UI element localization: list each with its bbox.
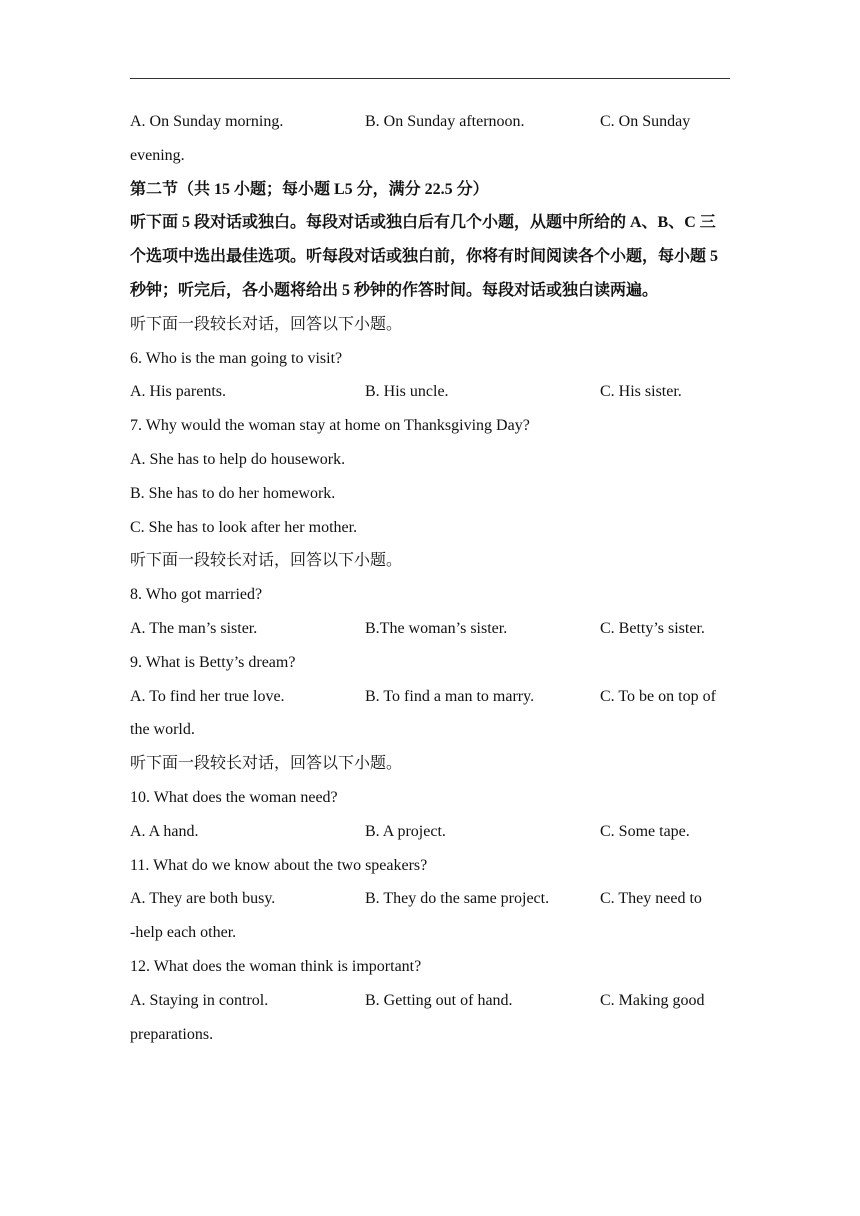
option-c: C. Some tape. xyxy=(600,822,690,840)
dialog-intro: 听下面一段较长对话，回答以下小题。 xyxy=(130,755,403,773)
option-a: A. The man’s sister. xyxy=(130,619,258,637)
dialog-intro: 听下面一段较长对话，回答以下小题。 xyxy=(130,552,403,570)
section-title: 第二节（共 15 小题；每小题 L5 分，满分 22.5 分） xyxy=(130,180,489,198)
page-content xyxy=(130,105,730,1051)
q12-options xyxy=(130,984,730,1018)
header-rule xyxy=(130,78,730,79)
option-b: B. Getting out of hand. xyxy=(365,991,513,1009)
question-7: 7. Why would the woman stay at home on Thanksgiving Day? xyxy=(130,417,530,435)
q8-options xyxy=(130,612,730,646)
option-a: A. On Sunday morning. xyxy=(130,113,284,130)
option-a: A. She has to help do housework. xyxy=(130,450,346,468)
option-b: B. His uncle. xyxy=(365,383,449,401)
q9-options xyxy=(130,680,730,714)
q11-options xyxy=(130,882,730,916)
q5-options xyxy=(130,105,730,139)
option-c-continuation: the world. xyxy=(130,721,195,739)
question-12: 12. What does the woman think is important? xyxy=(130,957,422,975)
option-a: A. Staying in control. xyxy=(130,991,269,1009)
q10-options xyxy=(130,815,730,849)
option-c-continuation: -help each other. xyxy=(130,924,237,942)
question-10: 10. What does the woman need? xyxy=(130,788,338,806)
question-8: 8. Who got married? xyxy=(130,586,263,604)
option-c: C. Betty’s sister. xyxy=(600,619,705,637)
option-c: C. She has to look after her mother. xyxy=(130,518,358,536)
dialog-intro: 听下面一段较长对话，回答以下小题。 xyxy=(130,315,403,333)
question-6: 6. Who is the man going to visit? xyxy=(130,349,343,367)
question-11: 11. What do we know about the two speakers? xyxy=(130,856,428,874)
option-b: B. On Sunday afternoon. xyxy=(365,113,525,130)
option-c: C. His sister. xyxy=(600,383,682,401)
option-a: A. They are both busy. xyxy=(130,890,276,908)
option-b: B. To find a man to marry. xyxy=(365,687,535,705)
option-c: C. Making good xyxy=(600,991,705,1009)
option-a: A. To find her true love. xyxy=(130,687,285,705)
option-b: B. She has to do her homework. xyxy=(130,484,336,502)
section-instructions: 听下面 5 段对话或独白。每段对话或独白后有几个小题，从题中所给的 A、B、C 三个选项中选出最佳选项。听每段对话或独白前，你将有时间阅读各个小题，每小题 5 秒钟；听完后，各小题将给出 5 秒钟的作答时间。每段对话或独白读两遍。 xyxy=(130,214,719,299)
option-b: B. They do the same project. xyxy=(365,890,550,908)
option-b: B.The woman’s sister. xyxy=(365,619,508,637)
option-c: C. On Sunday xyxy=(600,113,691,130)
option-c: C. To be on top of xyxy=(600,687,716,705)
option-b: B. A project. xyxy=(365,822,446,840)
option-a: A. A hand. xyxy=(130,822,199,840)
question-9: 9. What is Betty’s dream? xyxy=(130,653,296,671)
option-a: A. His parents. xyxy=(130,383,226,401)
option-c-continuation: preparations. xyxy=(130,1025,214,1043)
option-c-continuation: evening. xyxy=(130,146,185,164)
q6-options xyxy=(130,375,730,409)
option-c: C. They need to xyxy=(600,890,702,908)
